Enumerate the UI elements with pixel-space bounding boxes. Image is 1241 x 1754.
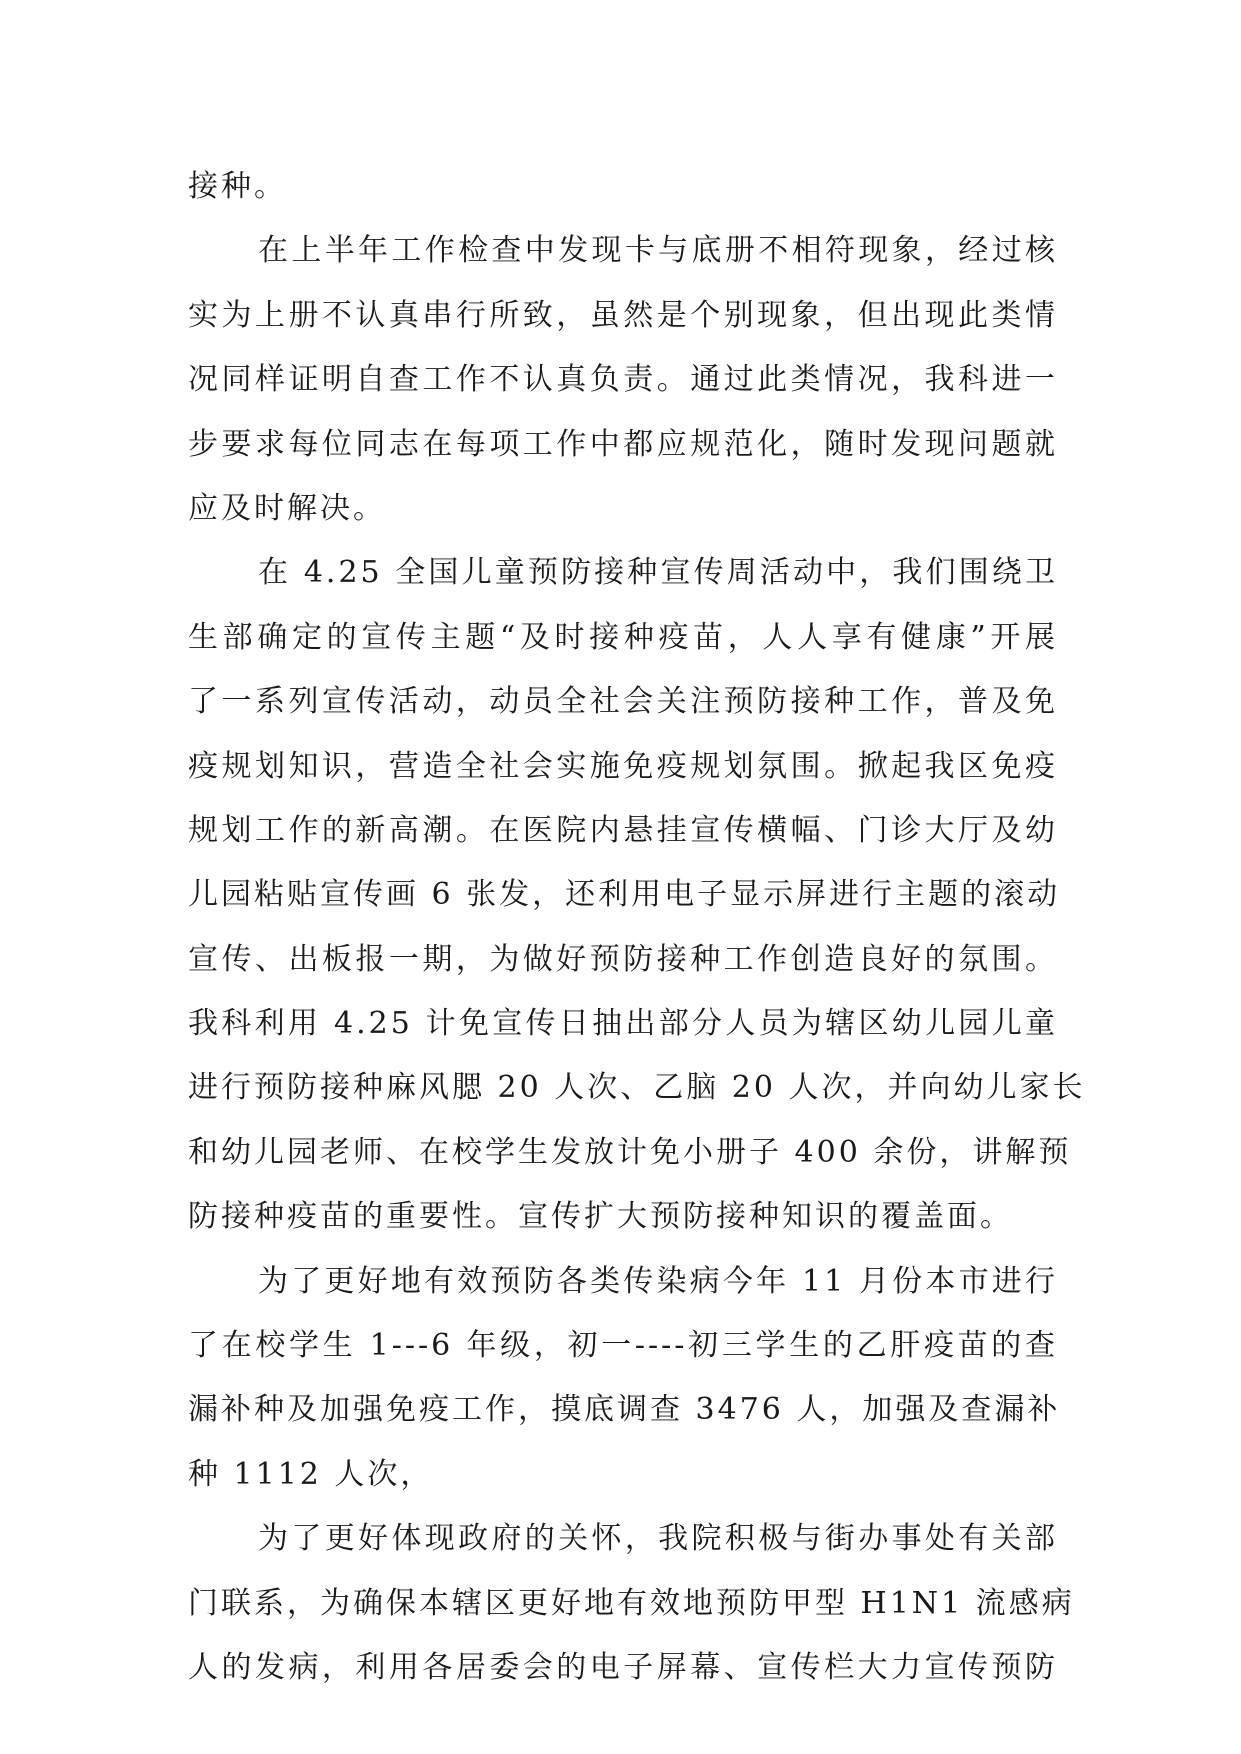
text-line: 种 1112 人次， <box>188 1456 434 1492</box>
paragraph-3 <box>188 541 1086 1249</box>
text-line: 儿园粘贴宣传画 6 张发，还利用电子显示屏进行主题的滚动 <box>188 877 1061 913</box>
text-line: 为了更好体现政府的关怀，我院积极与街办事处有关部 <box>258 1521 1058 1557</box>
text-line: 人的发病，利用各居委会的电子屏幕、宣传栏大力宣传预防 <box>188 1649 1058 1685</box>
text-line: 步要求每位同志在每项工作中都应规范化，随时发现问题就 <box>188 426 1058 462</box>
text-line: 防接种疫苗的重要性。宣传扩大预防接种知识的覆盖面。 <box>188 1199 1013 1235</box>
paragraph-1 <box>188 155 1058 219</box>
paragraph-4 <box>188 1250 1061 1508</box>
text-line: 我科利用 4.25 计免宣传日抽出部分人员为辖区幼儿园儿童 <box>188 1006 1058 1042</box>
text-line: 门联系，为确保本辖区更好地有效地预防甲型 H1N1 流感病 <box>188 1585 1075 1621</box>
text-line: 规划工作的新高潮。在医院内悬挂宣传横幅、门诊大厅及幼 <box>188 812 1058 848</box>
text-line: 了一系列宣传活动，动员全社会关注预防接种工作，普及免 <box>188 684 1058 720</box>
text-line: 实为上册不认真串行所致，虽然是个别现象，但出现此类情 <box>188 297 1058 333</box>
document-body <box>188 155 1086 1700</box>
text-line: 宣传、出板报一期，为做好预防接种工作创造良好的氛围。 <box>188 941 1058 977</box>
text-line: 漏补种及加强免疫工作，摸底调查 3476 人，加强及查漏补 <box>188 1392 1061 1428</box>
text-line: 和幼儿园老师、在校学生发放计免小册子 400 余份，讲解预 <box>188 1134 1072 1170</box>
paragraph-5 <box>188 1507 1075 1700</box>
text-line: 在 4.25 全国儿童预防接种宣传周活动中，我们围绕卫 <box>258 555 1058 591</box>
text-line: 疫规划知识，营造全社会实施免疫规划氛围。掀起我区免疫 <box>188 748 1058 784</box>
text-line: 况同样证明自查工作不认真负责。通过此类情况，我科进一 <box>188 362 1058 398</box>
text-line: 在上半年工作检查中发现卡与底册不相符现象，经过核 <box>258 233 1058 269</box>
text-line: 生部确定的宣传主题“及时接种疫苗，人人享有健康”开展 <box>188 619 1058 655</box>
text-line: 了在校学生 1---6 年级，初一----初三学生的乙肝疫苗的查 <box>188 1328 1058 1364</box>
text-line: 接种。 <box>188 169 287 204</box>
text-line: 应及时解决。 <box>188 490 386 526</box>
paragraph-2 <box>188 219 1058 541</box>
text-line: 进行预防接种麻风腮 20 人次、乙脑 20 人次，并向幼儿家长 <box>188 1070 1086 1106</box>
text-line: 为了更好地有效预防各类传染病今年 11 月份本市进行 <box>258 1263 1058 1299</box>
